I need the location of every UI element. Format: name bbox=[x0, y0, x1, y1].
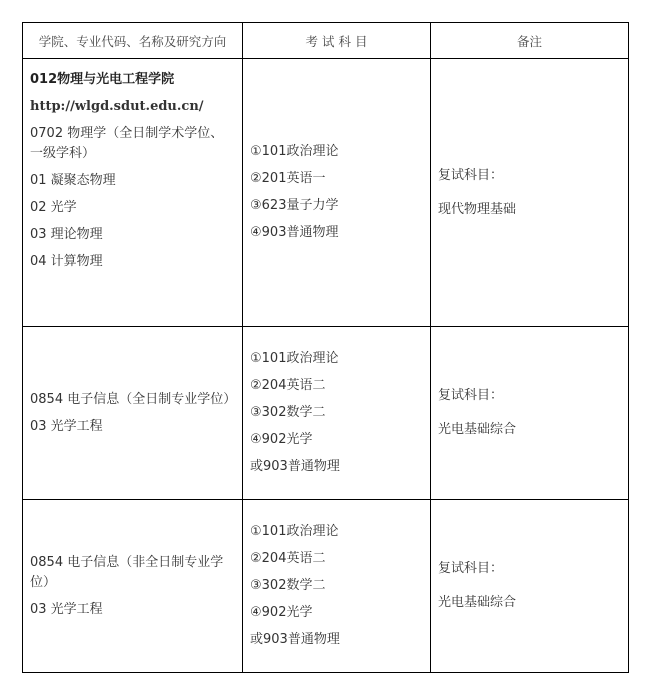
school-url-link[interactable]: http://wlgd.sdut.edu.cn/ bbox=[30, 99, 204, 114]
exam-subject-alt: 或903普通物理 bbox=[250, 459, 340, 474]
subjects-cell bbox=[243, 500, 431, 673]
exam-subject: ②204英语二 bbox=[250, 551, 326, 566]
exam-subject: ④902光学 bbox=[250, 605, 313, 620]
exam-subject: ③302数学二 bbox=[250, 405, 326, 420]
major-name: 0854 电子信息（全日制专业学位） bbox=[30, 391, 237, 407]
exam-subject: ③623量子力学 bbox=[250, 198, 339, 213]
table-row bbox=[23, 500, 629, 673]
exam-subject: ③302数学二 bbox=[250, 578, 326, 593]
exam-subject: ①101政治理论 bbox=[250, 524, 339, 539]
exam-subject: ④902光学 bbox=[250, 432, 313, 447]
note-label: 复试科目： bbox=[438, 561, 504, 576]
subjects-cell bbox=[243, 59, 431, 327]
header-notes: 备注 bbox=[431, 23, 629, 59]
program-cell bbox=[23, 59, 243, 327]
note-value: 光电基础综合 bbox=[438, 595, 517, 610]
research-direction: 02 光学 bbox=[30, 200, 77, 215]
notes-cell bbox=[431, 500, 629, 673]
research-direction: 01 凝聚态物理 bbox=[30, 173, 116, 188]
research-direction: 03 光学工程 bbox=[30, 418, 103, 434]
exam-subject: ①101政治理论 bbox=[250, 351, 339, 366]
exam-subject-alt: 或903普通物理 bbox=[250, 632, 340, 647]
exam-subject: ②201英语一 bbox=[250, 171, 326, 186]
note-label: 复试科目： bbox=[438, 167, 504, 183]
research-direction: 03 理论物理 bbox=[30, 227, 103, 242]
school-name: 012物理与光电工程学院 bbox=[30, 72, 175, 87]
research-direction: 03 光学工程 bbox=[30, 601, 103, 617]
program-cell bbox=[23, 500, 243, 673]
table-row bbox=[23, 59, 629, 327]
subjects-cell bbox=[243, 327, 431, 500]
header-subjects: 考 试 科 目 bbox=[243, 23, 431, 59]
header-row bbox=[23, 23, 629, 59]
exam-subject: ①101政治理论 bbox=[250, 144, 339, 159]
header-program: 学院、专业代码、名称及研究方向 bbox=[23, 23, 243, 59]
table-row bbox=[23, 327, 629, 500]
note-value: 光电基础综合 bbox=[438, 422, 517, 437]
exam-subject: ②204英语二 bbox=[250, 378, 326, 393]
notes-cell bbox=[431, 59, 629, 327]
major-name: 0854 电子信息（非全日制专业学位） bbox=[30, 554, 224, 590]
note-value: 现代物理基础 bbox=[438, 201, 517, 217]
notes-cell bbox=[431, 327, 629, 500]
admissions-table bbox=[22, 22, 629, 673]
note-label: 复试科目： bbox=[438, 388, 504, 403]
research-direction: 04 计算物理 bbox=[30, 254, 103, 269]
major-name: 0702 物理学（全日制学术学位、一级学科） bbox=[30, 126, 224, 161]
exam-subject: ④903普通物理 bbox=[250, 225, 339, 240]
program-cell bbox=[23, 327, 243, 500]
